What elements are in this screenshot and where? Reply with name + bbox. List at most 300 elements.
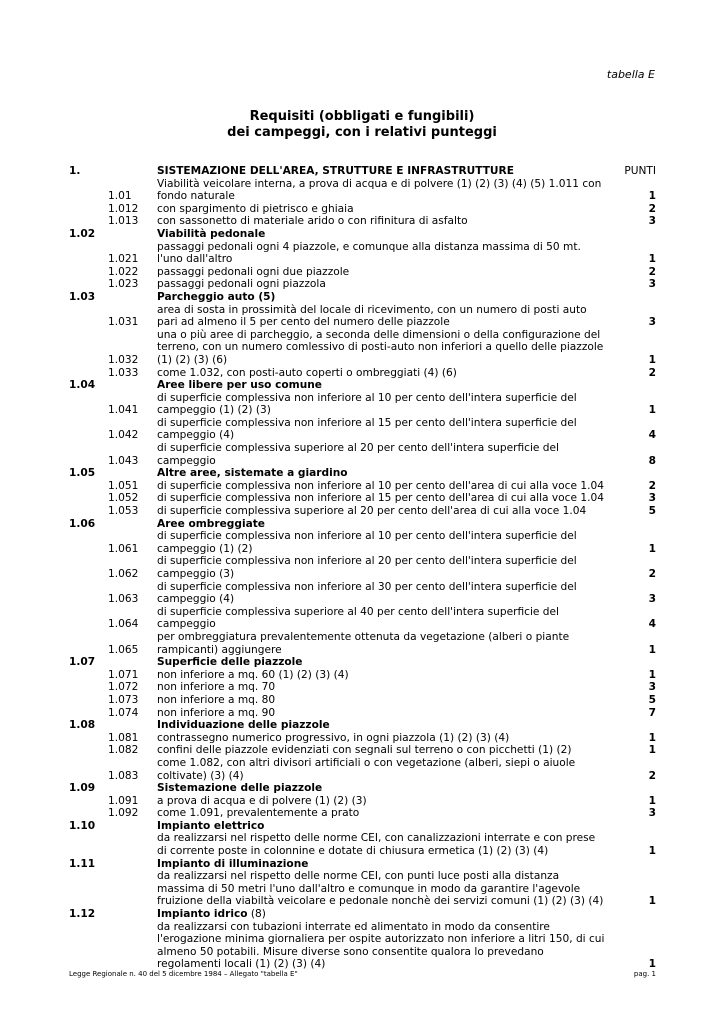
table-row bbox=[69, 505, 656, 518]
points-value: 1 bbox=[648, 958, 656, 971]
item-number-value: 1.074 bbox=[108, 706, 139, 719]
points-value: 5 bbox=[648, 505, 656, 518]
item-number bbox=[108, 304, 157, 329]
points bbox=[606, 367, 656, 380]
requirement-text bbox=[157, 631, 606, 656]
section-number bbox=[69, 694, 108, 707]
requirement-text bbox=[157, 266, 606, 279]
requirement-text-value: Aree ombreggiate bbox=[157, 517, 265, 530]
item-number bbox=[108, 807, 157, 820]
section-number bbox=[69, 795, 108, 808]
item-number-value: 1.081 bbox=[108, 731, 139, 744]
requirements-rows bbox=[69, 165, 656, 971]
requirement-text bbox=[157, 530, 606, 555]
section-number bbox=[69, 807, 108, 820]
requirement-text-value: SISTEMAZIONE DELL'AREA, STRUTTURE E INFRASTRUTTURE bbox=[157, 165, 514, 177]
requirement-text bbox=[157, 795, 606, 808]
table-row bbox=[69, 392, 656, 417]
points bbox=[606, 681, 656, 694]
section-number bbox=[69, 266, 108, 279]
points-value: 1 bbox=[648, 353, 656, 366]
section-number bbox=[69, 367, 108, 380]
item-number bbox=[108, 669, 157, 682]
section-row bbox=[69, 228, 656, 241]
item-number bbox=[108, 467, 157, 480]
points-value: 1 bbox=[648, 643, 656, 656]
requirement-text bbox=[157, 178, 606, 203]
requirement-text-value: Superficie delle piazzole bbox=[157, 656, 303, 669]
item-number bbox=[108, 631, 157, 656]
section-number bbox=[69, 656, 108, 669]
item-number bbox=[108, 606, 157, 631]
table-row bbox=[69, 669, 656, 682]
points bbox=[606, 278, 656, 291]
points bbox=[606, 291, 656, 304]
section-row bbox=[69, 518, 656, 531]
section-number bbox=[69, 631, 108, 656]
section-number-value: 1.07 bbox=[69, 656, 96, 669]
points-value: 5 bbox=[648, 693, 656, 706]
points bbox=[606, 304, 656, 329]
points-value: 1 bbox=[648, 794, 656, 807]
page-title bbox=[0, 109, 724, 140]
requirement-text bbox=[157, 241, 606, 266]
table-row bbox=[69, 215, 656, 228]
section-number bbox=[69, 732, 108, 745]
points-value: 3 bbox=[648, 215, 656, 228]
points-value: 1 bbox=[648, 253, 656, 266]
requirement-text bbox=[157, 858, 606, 871]
section-number bbox=[69, 417, 108, 442]
points bbox=[606, 581, 656, 606]
section-number bbox=[69, 870, 108, 908]
requirement-text bbox=[157, 757, 606, 782]
points-value: 1 bbox=[648, 668, 656, 681]
requirement-text bbox=[157, 467, 606, 480]
item-number-value: 1.063 bbox=[108, 593, 139, 606]
requirement-text bbox=[157, 908, 606, 921]
points bbox=[606, 555, 656, 580]
table-row bbox=[69, 417, 656, 442]
points bbox=[606, 744, 656, 757]
table-row bbox=[69, 744, 656, 757]
item-number-value: 1.043 bbox=[108, 454, 139, 467]
points-value: 3 bbox=[648, 316, 656, 329]
requirement-text-value: di superficie complessiva superiore al 40 per cento dell'intera superficie del campeggio bbox=[157, 605, 559, 631]
section-number-value: 1.05 bbox=[69, 467, 96, 480]
section-number bbox=[69, 530, 108, 555]
requirement-text bbox=[157, 669, 606, 682]
item-number-value: 1.071 bbox=[108, 668, 139, 681]
points-value: 1 bbox=[648, 190, 656, 203]
points bbox=[606, 921, 656, 971]
table-row bbox=[69, 203, 656, 216]
item-number-value: 1.042 bbox=[108, 429, 139, 442]
points-value: 8 bbox=[648, 454, 656, 467]
requirement-text bbox=[157, 165, 606, 178]
item-number-value: 1.023 bbox=[108, 278, 139, 291]
section-number-value: 1.11 bbox=[69, 857, 96, 870]
requirement-text bbox=[157, 707, 606, 720]
section-number bbox=[69, 442, 108, 467]
section-number bbox=[69, 757, 108, 782]
section-number bbox=[69, 215, 108, 228]
section-number bbox=[69, 581, 108, 606]
item-number bbox=[108, 719, 157, 732]
requirement-text-value: da realizzarsi con tubazioni interrate ed alimentato in modo da consentire l'erogazione minima giornaliera per ospite autorizzato non inferiore a litri 150, di cui almeno 50 potabili. Misure diverse sono consentite qualora lo prevedano regolamenti locali (1) (2) (3) (4) bbox=[157, 920, 605, 971]
table-row bbox=[69, 732, 656, 745]
points bbox=[606, 241, 656, 266]
section-row bbox=[69, 656, 656, 669]
points bbox=[606, 631, 656, 656]
table-row bbox=[69, 707, 656, 720]
section-number bbox=[69, 165, 108, 178]
item-number-value: 1.031 bbox=[108, 316, 139, 329]
points-value: 2 bbox=[648, 568, 656, 580]
requirement-text-value: con spargimento di pietrisco e ghiaia bbox=[157, 202, 354, 215]
item-number bbox=[108, 581, 157, 606]
points bbox=[606, 442, 656, 467]
requirement-text-value: non inferiore a mq. 60 (1) (2) (3) (4) bbox=[157, 668, 349, 681]
item-number bbox=[108, 744, 157, 757]
section-number bbox=[69, 203, 108, 216]
points-value: 2 bbox=[648, 265, 656, 278]
points bbox=[606, 820, 656, 833]
points-value: 7 bbox=[648, 706, 656, 719]
section-number bbox=[69, 719, 108, 732]
section-number-value: 1.03 bbox=[69, 290, 96, 303]
points bbox=[606, 858, 656, 871]
points bbox=[606, 215, 656, 228]
requirement-text-value: passaggi pedonali ogni 4 piazzole, e comunque alla distanza massima di 50 mt. l'uno dall'altro bbox=[157, 240, 581, 266]
points bbox=[606, 757, 656, 782]
requirement-text-value: non inferiore a mq. 80 bbox=[157, 693, 276, 706]
points bbox=[606, 732, 656, 745]
points-value: 3 bbox=[648, 593, 656, 606]
item-number bbox=[108, 278, 157, 291]
requirement-text-value: Impianto idrico bbox=[157, 908, 248, 921]
requirement-text bbox=[157, 606, 606, 631]
points bbox=[606, 669, 656, 682]
item-number bbox=[108, 203, 157, 216]
points-value: 1 bbox=[648, 845, 656, 858]
item-number-value: 1.051 bbox=[108, 479, 139, 492]
item-number-value: 1.052 bbox=[108, 492, 139, 505]
requirement-text bbox=[157, 278, 606, 291]
requirement-text-value: Individuazione delle piazzole bbox=[157, 719, 330, 732]
table-row bbox=[69, 304, 656, 329]
points-value: 3 bbox=[648, 807, 656, 820]
section-number bbox=[69, 707, 108, 720]
section-number bbox=[69, 908, 108, 921]
item-number bbox=[108, 291, 157, 304]
table-row bbox=[69, 631, 656, 656]
requirement-text-value: di superficie complessiva non inferiore al 15 per cento dell'area di cui alla voce 1.04 bbox=[157, 492, 604, 505]
item-number bbox=[108, 681, 157, 694]
requirement-text bbox=[157, 744, 606, 757]
requirement-text-value: da realizzarsi nel rispetto delle norme CEI, con punti luce posti alla distanza massima di 50 metri l'uno dall'altro e comunque in modo da garantire l'agevole fruizione della viabiltà veicolare e pedonale nonchè dei servizi comuni (1) (2) (3) (4) bbox=[157, 870, 604, 908]
item-number-value: 1.092 bbox=[108, 807, 139, 820]
section-number bbox=[69, 921, 108, 971]
points bbox=[606, 908, 656, 921]
item-number bbox=[108, 694, 157, 707]
section-number bbox=[69, 606, 108, 631]
title-line-1: Requisiti (obbligati e fungibili) bbox=[249, 109, 475, 124]
requirement-text bbox=[157, 518, 606, 531]
requirement-text-value: con sassonetto di materiale arido o con rifinitura di asfalto bbox=[157, 215, 468, 228]
requirement-text-value: Impianto elettrico bbox=[157, 819, 265, 832]
section-number bbox=[69, 744, 108, 757]
requirement-text-value: di superficie complessiva non inferiore al 30 per cento dell'intera superficie del campeggio (4) bbox=[157, 580, 577, 606]
table-row bbox=[69, 807, 656, 820]
item-number-value: 1.062 bbox=[108, 568, 139, 580]
item-number bbox=[108, 266, 157, 279]
requirement-text bbox=[157, 807, 606, 820]
item-number bbox=[108, 379, 157, 392]
requirement-text-value: di superficie complessiva non inferiore al 15 per cento dell'intera superficie del campeggio (4) bbox=[157, 416, 577, 442]
table-row bbox=[69, 757, 656, 782]
points bbox=[606, 329, 656, 367]
requirement-text-value: non inferiore a mq. 70 bbox=[157, 681, 276, 694]
points bbox=[606, 656, 656, 669]
requirement-text bbox=[157, 291, 606, 304]
points-value: 2 bbox=[648, 479, 656, 492]
item-number bbox=[108, 832, 157, 857]
requirement-text-value: di superficie complessiva non inferiore al 10 per cento dell'area di cui alla voce 1.04 bbox=[157, 479, 604, 492]
requirement-text-value: non inferiore a mq. 90 bbox=[157, 706, 276, 719]
requirement-text bbox=[157, 555, 606, 580]
requirement-text-value: Viabilità pedonale bbox=[157, 227, 266, 240]
section-row bbox=[69, 782, 656, 795]
requirement-text-value: Parcheggio auto (5) bbox=[157, 290, 276, 303]
points bbox=[606, 379, 656, 392]
footer-law-reference: Legge Regionale n. 40 del 5 dicembre 1984 – Allegato "tabella E" bbox=[69, 970, 298, 978]
item-number bbox=[108, 178, 157, 203]
item-number bbox=[108, 329, 157, 367]
section-number bbox=[69, 392, 108, 417]
section-row bbox=[69, 719, 656, 732]
requirement-text-value: Aree libere per uso comune bbox=[157, 379, 322, 392]
section-row bbox=[69, 379, 656, 392]
item-number bbox=[108, 165, 157, 178]
section-number bbox=[69, 278, 108, 291]
item-number-value: 1.072 bbox=[108, 681, 139, 694]
table-row bbox=[69, 480, 656, 493]
requirement-text-value: per ombreggiatura prevalentemente ottenuta da vegetazione (alberi o piante rampicanti) aggiungere bbox=[157, 630, 570, 656]
requirement-text-value: contrassegno numerico progressivo, in ogni piazzola (1) (2) (3) (4) bbox=[157, 731, 510, 744]
table-row bbox=[69, 241, 656, 266]
item-number-value: 1.021 bbox=[108, 253, 139, 266]
section-number bbox=[69, 492, 108, 505]
section-number-value: 1. bbox=[69, 165, 81, 177]
points-value: 1 bbox=[648, 542, 656, 555]
points-value: PUNTI bbox=[624, 165, 656, 177]
requirement-text bbox=[157, 228, 606, 241]
table-row bbox=[69, 442, 656, 467]
section-number-value: 1.04 bbox=[69, 379, 96, 392]
item-number bbox=[108, 442, 157, 467]
table-row bbox=[69, 870, 656, 908]
requirement-text bbox=[157, 329, 606, 367]
item-number bbox=[108, 870, 157, 908]
item-number bbox=[108, 215, 157, 228]
section-number bbox=[69, 291, 108, 304]
section-row bbox=[69, 858, 656, 871]
points bbox=[606, 266, 656, 279]
item-number bbox=[108, 732, 157, 745]
requirement-text bbox=[157, 392, 606, 417]
table-row bbox=[69, 367, 656, 380]
section-number bbox=[69, 681, 108, 694]
requirement-text bbox=[157, 417, 606, 442]
section-number bbox=[69, 241, 108, 266]
requirement-text-value: confini delle piazzole evidenziati con segnali sul terreno o con picchetti (1) (2) bbox=[157, 744, 572, 757]
page-footer bbox=[69, 970, 656, 978]
item-number bbox=[108, 908, 157, 921]
item-number bbox=[108, 492, 157, 505]
points-value: 1 bbox=[648, 731, 656, 744]
table-row bbox=[69, 795, 656, 808]
table-row bbox=[69, 530, 656, 555]
requirement-text-value: da realizzarsi nel rispetto delle norme CEI, con canalizzazioni interrate e con prese di corrente poste in colonnine e dotate di chiusura ermetica (1) (2) (3) (4) bbox=[157, 832, 596, 858]
points bbox=[606, 707, 656, 720]
requirement-text bbox=[157, 367, 606, 380]
item-number bbox=[108, 921, 157, 971]
requirement-text-value: come 1.082, con altri divisori artificiali o con vegetazione (alberi, siepi o aiuole coltivate) (3) (4) bbox=[157, 756, 576, 782]
table-row bbox=[69, 266, 656, 279]
item-number bbox=[108, 707, 157, 720]
requirement-text bbox=[157, 203, 606, 216]
section-row bbox=[69, 165, 656, 178]
item-number-value: 1.083 bbox=[108, 769, 139, 782]
requirement-text-value: come 1.091, prevalentemente a prato bbox=[157, 807, 360, 820]
requirement-text-value: Viabilità veicolare interna, a prova di acqua e di polvere (1) (2) (3) (4) (5) 1.011 con fondo naturale bbox=[157, 177, 602, 203]
item-number-value: 1.01 bbox=[108, 190, 132, 203]
item-number bbox=[108, 820, 157, 833]
points bbox=[606, 492, 656, 505]
item-number-value: 1.012 bbox=[108, 202, 139, 215]
table-row bbox=[69, 606, 656, 631]
requirement-text bbox=[157, 694, 606, 707]
table-row bbox=[69, 178, 656, 203]
section-number bbox=[69, 782, 108, 795]
item-number-value: 1.032 bbox=[108, 353, 139, 366]
section-number bbox=[69, 228, 108, 241]
points-value: 2 bbox=[648, 202, 656, 215]
section-number bbox=[69, 832, 108, 857]
section-number-value: 1.02 bbox=[69, 227, 96, 240]
requirement-text bbox=[157, 820, 606, 833]
requirement-text-value: di superficie complessiva non inferiore al 10 per cento dell'intera superficie del campeggio (1) (2) bbox=[157, 530, 577, 555]
points-value: 2 bbox=[648, 366, 656, 379]
points-value: 1 bbox=[648, 404, 656, 417]
points-value: 2 bbox=[648, 769, 656, 782]
points-value: 4 bbox=[648, 429, 656, 442]
points bbox=[606, 392, 656, 417]
requirement-text bbox=[157, 304, 606, 329]
section-number-value: 1.08 bbox=[69, 719, 96, 732]
section-number bbox=[69, 505, 108, 518]
section-number bbox=[69, 555, 108, 580]
section-number bbox=[69, 858, 108, 871]
requirement-text-value: di superficie complessiva superiore al 20 per cento dell'intera superficie del campeggio bbox=[157, 442, 559, 467]
item-number bbox=[108, 518, 157, 531]
item-number bbox=[108, 505, 157, 518]
points bbox=[606, 606, 656, 631]
table-row bbox=[69, 581, 656, 606]
points bbox=[606, 518, 656, 531]
table-row bbox=[69, 832, 656, 857]
points bbox=[606, 467, 656, 480]
points bbox=[606, 795, 656, 808]
section-number bbox=[69, 329, 108, 367]
section-row bbox=[69, 291, 656, 304]
header-tag: tabella E bbox=[606, 68, 655, 81]
item-number-value: 1.033 bbox=[108, 366, 139, 379]
item-number-value: 1.064 bbox=[108, 618, 139, 631]
item-number-value: 1.022 bbox=[108, 265, 139, 278]
requirement-text bbox=[157, 832, 606, 857]
points-value: 4 bbox=[648, 618, 656, 631]
requirement-text bbox=[157, 215, 606, 228]
item-number-value: 1.073 bbox=[108, 693, 139, 706]
requirement-text-value: passaggi pedonali ogni due piazzole bbox=[157, 265, 350, 278]
points bbox=[606, 782, 656, 795]
requirement-text bbox=[157, 379, 606, 392]
table-row bbox=[69, 329, 656, 367]
section-number bbox=[69, 379, 108, 392]
requirement-text-value: di superficie complessiva non inferiore al 20 per cento dell'intera superficie del campeggio (3) bbox=[157, 555, 577, 580]
section-number-value: 1.09 bbox=[69, 782, 96, 795]
requirement-text-value: area di sosta in prossimità del locale di ricevimento, con un numero di posti auto pari ad almeno il 5 per cento del numero delle piazzole bbox=[157, 303, 587, 329]
section-number-value: 1.06 bbox=[69, 517, 96, 530]
points bbox=[606, 807, 656, 820]
requirement-text-value: Impianto di illuminazione bbox=[157, 857, 309, 870]
note-reference: (8) bbox=[247, 908, 266, 921]
requirement-text-value: una o più aree di parcheggio, a seconda delle dimensioni o della configurazione del terreno, con un numero comlessivo di posti-auto non inferiori a quello delle piazzole (1) (2) (3) (6) bbox=[157, 328, 604, 366]
table-row bbox=[69, 921, 656, 971]
requirement-text bbox=[157, 480, 606, 493]
item-number-value: 1.053 bbox=[108, 505, 139, 518]
requirement-text-value: di superficie complessiva non inferiore al 10 per cento dell'intera superficie del campeggio (1) (2) (3) bbox=[157, 391, 577, 417]
section-number bbox=[69, 480, 108, 493]
requirement-text-value: a prova di acqua e di polvere (1) (2) (3) bbox=[157, 794, 367, 807]
requirement-text-value: passaggi pedonali ogni piazzola bbox=[157, 278, 326, 291]
requirement-text bbox=[157, 719, 606, 732]
points bbox=[606, 178, 656, 203]
points bbox=[606, 417, 656, 442]
section-number-value: 1.12 bbox=[69, 908, 96, 921]
item-number bbox=[108, 367, 157, 380]
section-row bbox=[69, 467, 656, 480]
item-number bbox=[108, 782, 157, 795]
requirement-text bbox=[157, 870, 606, 908]
item-number bbox=[108, 795, 157, 808]
item-number-value: 1.091 bbox=[108, 794, 139, 807]
item-number bbox=[108, 417, 157, 442]
section-number bbox=[69, 518, 108, 531]
points bbox=[606, 530, 656, 555]
page-number: pag. 1 bbox=[633, 970, 656, 978]
item-number bbox=[108, 530, 157, 555]
item-number bbox=[108, 757, 157, 782]
item-number bbox=[108, 228, 157, 241]
item-number-value: 1.041 bbox=[108, 404, 139, 417]
requirement-text bbox=[157, 581, 606, 606]
table-row bbox=[69, 681, 656, 694]
points bbox=[606, 165, 656, 178]
section-number bbox=[69, 178, 108, 203]
